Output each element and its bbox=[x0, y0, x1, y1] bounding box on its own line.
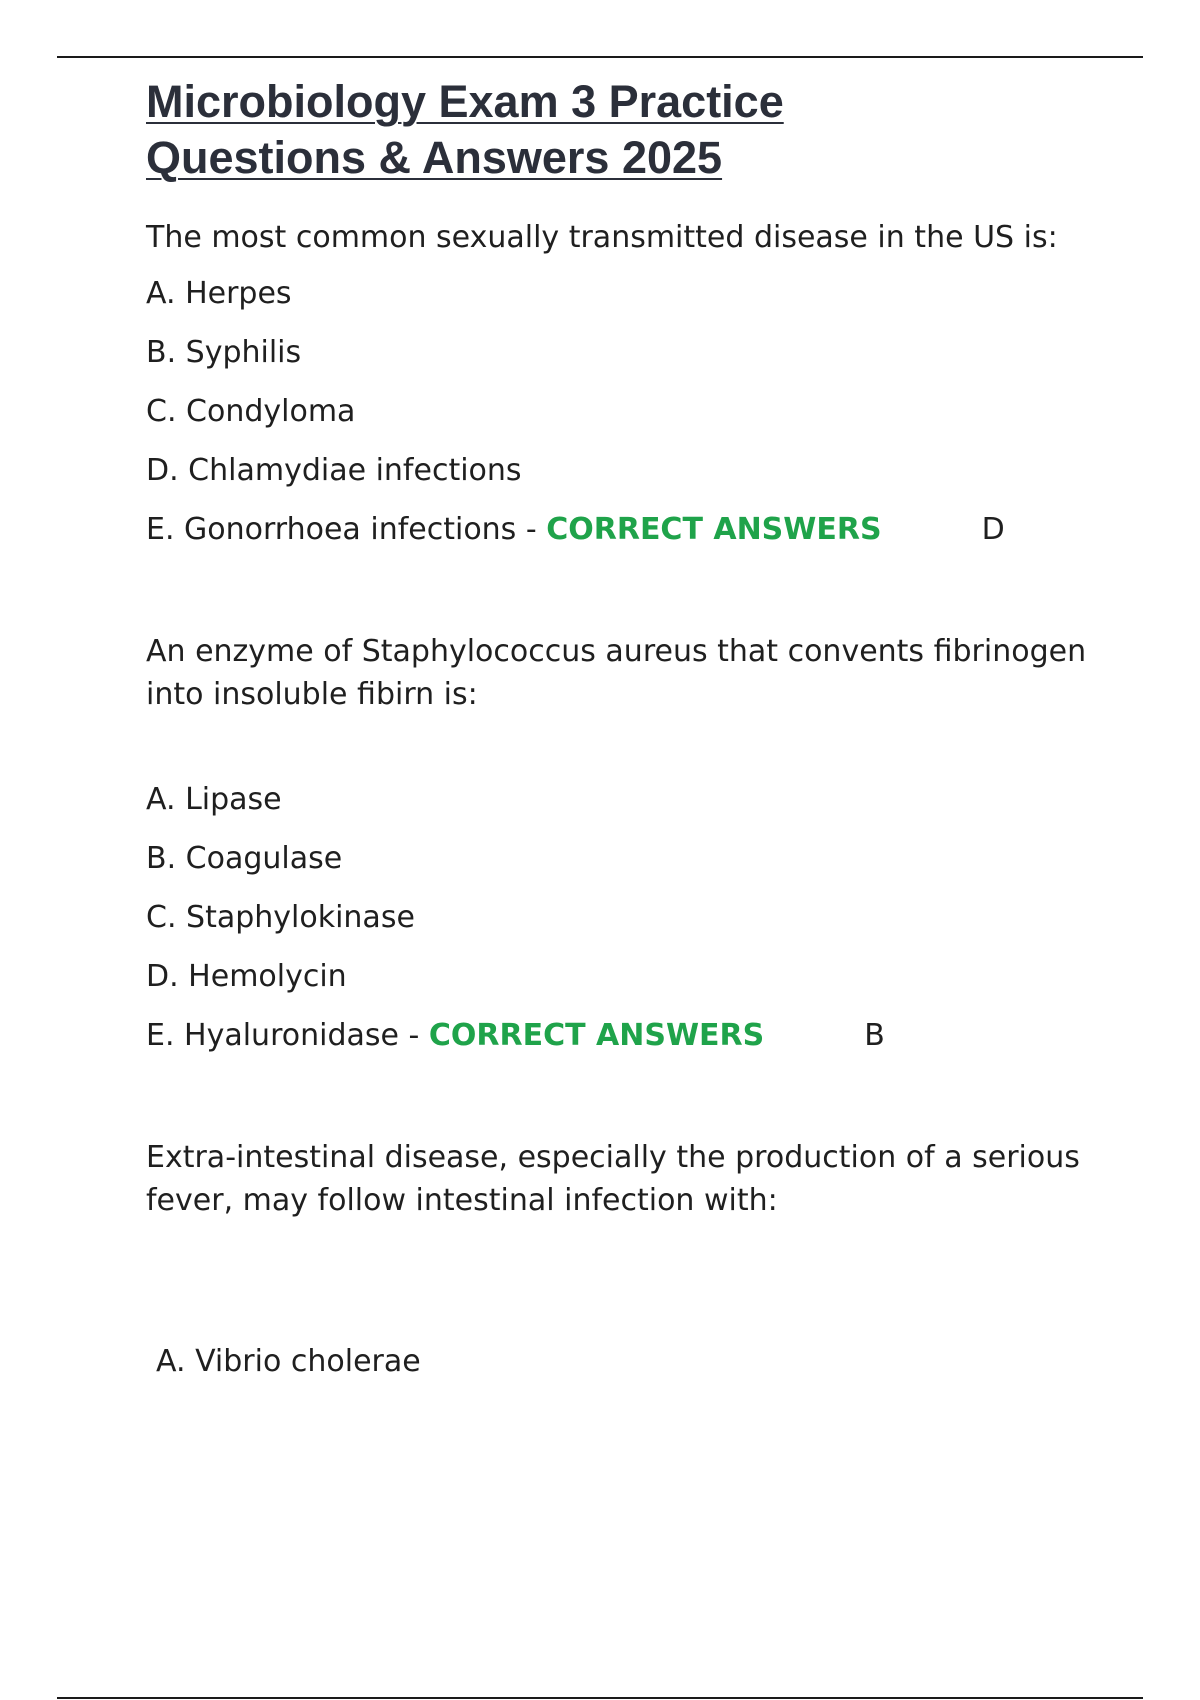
option-e bbox=[146, 1016, 1096, 1056]
question-block-2 bbox=[146, 630, 1096, 1056]
question-block-1 bbox=[146, 216, 1096, 550]
option-b: B. Syphilis bbox=[146, 335, 302, 370]
question-text: An enzyme of Staphylococcus aureus that convents fibrinogen into insoluble fibirn is: bbox=[146, 634, 1087, 712]
option-d: D. Chlamydiae infections bbox=[146, 453, 522, 488]
option-b: B. Coagulase bbox=[146, 841, 343, 876]
option-a: A. Vibrio cholerae bbox=[156, 1344, 421, 1379]
document-body bbox=[146, 74, 1096, 1382]
question-text: Extra-intestinal disease, especially the production of a serious fever, may follow intestinal infection with: bbox=[146, 1140, 1080, 1218]
option-d: D. Hemolycin bbox=[146, 959, 347, 994]
answer-letter: D bbox=[981, 512, 1005, 547]
document-title-line-2: Questions & Answers 2025 bbox=[146, 132, 723, 183]
correct-answers-label: CORRECT ANSWERS bbox=[428, 1018, 765, 1053]
option-e bbox=[146, 510, 1096, 550]
question-block-3 bbox=[146, 1136, 1096, 1382]
answer-letter: B bbox=[864, 1018, 885, 1053]
question-text: The most common sexually transmitted disease in the US is: bbox=[146, 220, 1058, 255]
bottom-rule bbox=[57, 1697, 1143, 1699]
option-c: C. Staphylokinase bbox=[146, 900, 415, 935]
option-e-text: E. Hyaluronidase - bbox=[146, 1018, 429, 1053]
option-c: C. Condyloma bbox=[146, 394, 356, 429]
option-a: A. Lipase bbox=[146, 782, 282, 817]
correct-answers-label: CORRECT ANSWERS bbox=[546, 512, 882, 547]
option-a: A. Herpes bbox=[146, 276, 292, 311]
document-title bbox=[146, 74, 1096, 186]
top-rule bbox=[57, 56, 1143, 58]
document-title-line-1: Microbiology Exam 3 Practice bbox=[146, 76, 784, 127]
option-e-text: E. Gonorrhoea infections - bbox=[146, 512, 547, 547]
